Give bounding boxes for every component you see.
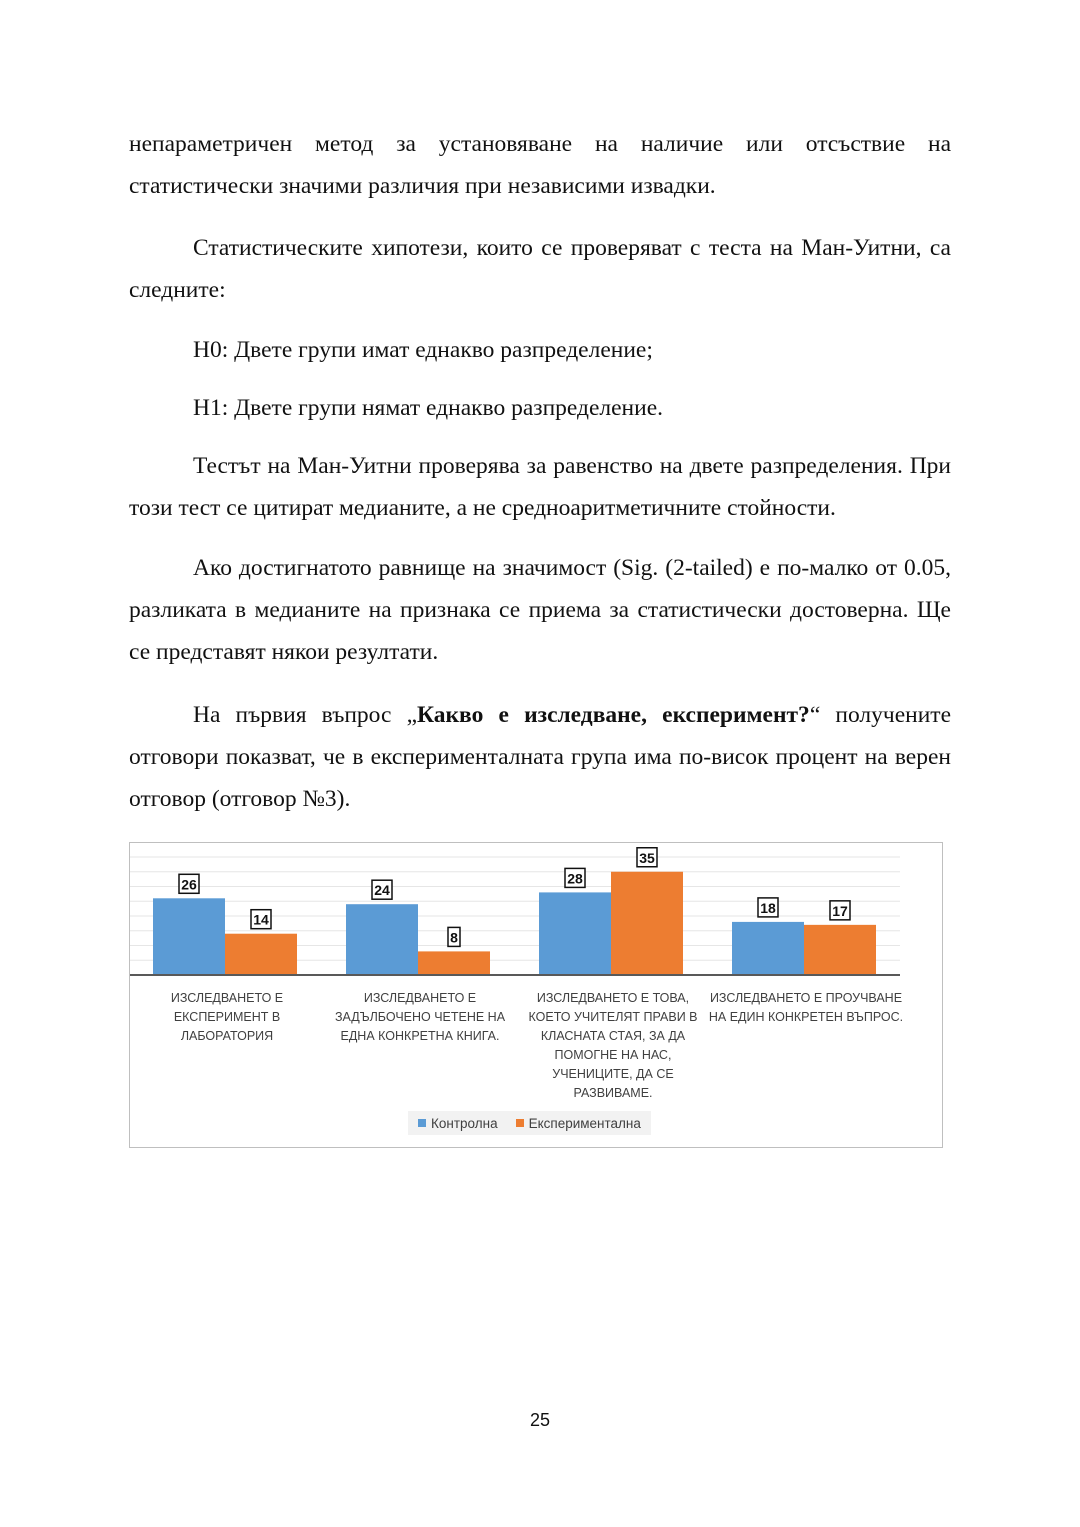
- data-label: 14: [253, 911, 269, 928]
- category-label-3: ИЗСЛЕДВАНЕТО Е ТОВА, КОЕТО УЧИТЕЛЯТ ПРАВИ В КЛАСНАТА СТАЯ, ЗА ДА ПОМОГНЕ НА НАС, УЧЕНИЦИТЕ, ДА СЕ РАЗВИВАМЕ.: [528, 991, 698, 1100]
- paragraph-5-end: “ получените отговори показват, че в експерименталната група има по-висок процент на верен отговор (отговор №3).: [129, 702, 951, 812]
- bar-control-4: [732, 922, 804, 975]
- paragraph-3: Тестът на Ман-Уитни проверява за равенство на двете разпределения. При този тест се цитират медианите, а не средноаритметичните стойности.: [129, 453, 951, 521]
- paragraph-1: непараметричен метод за установяване на наличие или отсъствие на статистически значими различия при независими извадки.: [129, 131, 951, 199]
- category-label-1: ИЗСЛЕДВАНЕТО Е ЕКСПЕРИМЕНТ В ЛАБОРАТОРИЯ: [170, 991, 284, 1043]
- question-bold: Какво е изследване, експеримент?: [417, 702, 810, 728]
- bar-control-1: [153, 898, 225, 975]
- paragraph-2: Статистическите хипотези, които се проверяват с теста на Ман-Уитни, са следните:: [129, 235, 951, 303]
- legend-swatch-experimental: [516, 1119, 524, 1127]
- data-label: 17: [832, 902, 848, 919]
- data-label: 35: [639, 849, 655, 866]
- data-label: 24: [374, 882, 390, 899]
- legend-label-experimental: Експериментална: [528, 1115, 641, 1131]
- bar-experimental-4: [804, 925, 876, 975]
- legend-label-control: Контролна: [431, 1115, 498, 1131]
- hypothesis-h1: H1: Двете групи нямат еднакво разпределение.: [193, 395, 664, 421]
- bar-chart: [129, 842, 943, 1148]
- data-label: 18: [760, 899, 776, 916]
- legend-swatch-control: [418, 1119, 426, 1127]
- category-label-4: ИЗСЛЕДВАНЕТО Е ПРОУЧВАНЕ НА ЕДИН КОНКРЕТЕН ВЪПРОС.: [708, 991, 904, 1024]
- data-label: 28: [567, 870, 583, 887]
- bar-experimental-1: [225, 934, 297, 975]
- data-label: 8: [450, 929, 458, 946]
- legend-item-control: [418, 1116, 498, 1131]
- paragraph-4: Ако достигнатото равнище на значимост (Sig. (2-tailed) е по-малко от 0.05, разликата в медианите на признака се приема за статистически достоверна. Ще се представят някои резултати.: [129, 555, 951, 665]
- category-label-2: ИЗСЛЕДВАНЕТО Е ЗАДЪЛБОЧЕНО ЧЕТЕНЕ НА ЕДНА КОНКРЕТНА КНИГА.: [334, 991, 506, 1043]
- paragraph-5-start: На първия въпрос „: [193, 702, 418, 728]
- bar-experimental-3: [611, 872, 683, 975]
- chart-legend: [408, 1111, 651, 1135]
- bar-control-3: [539, 892, 611, 975]
- paragraph-5: [129, 694, 951, 820]
- bar-experimental-2: [418, 951, 490, 975]
- bar-control-2: [346, 904, 418, 975]
- legend-item-experimental: [516, 1116, 641, 1131]
- page-number: 25: [529, 1410, 551, 1430]
- data-label: 26: [181, 876, 197, 893]
- hypothesis-h0: H0: Двете групи имат еднакво разпределение;: [193, 337, 653, 363]
